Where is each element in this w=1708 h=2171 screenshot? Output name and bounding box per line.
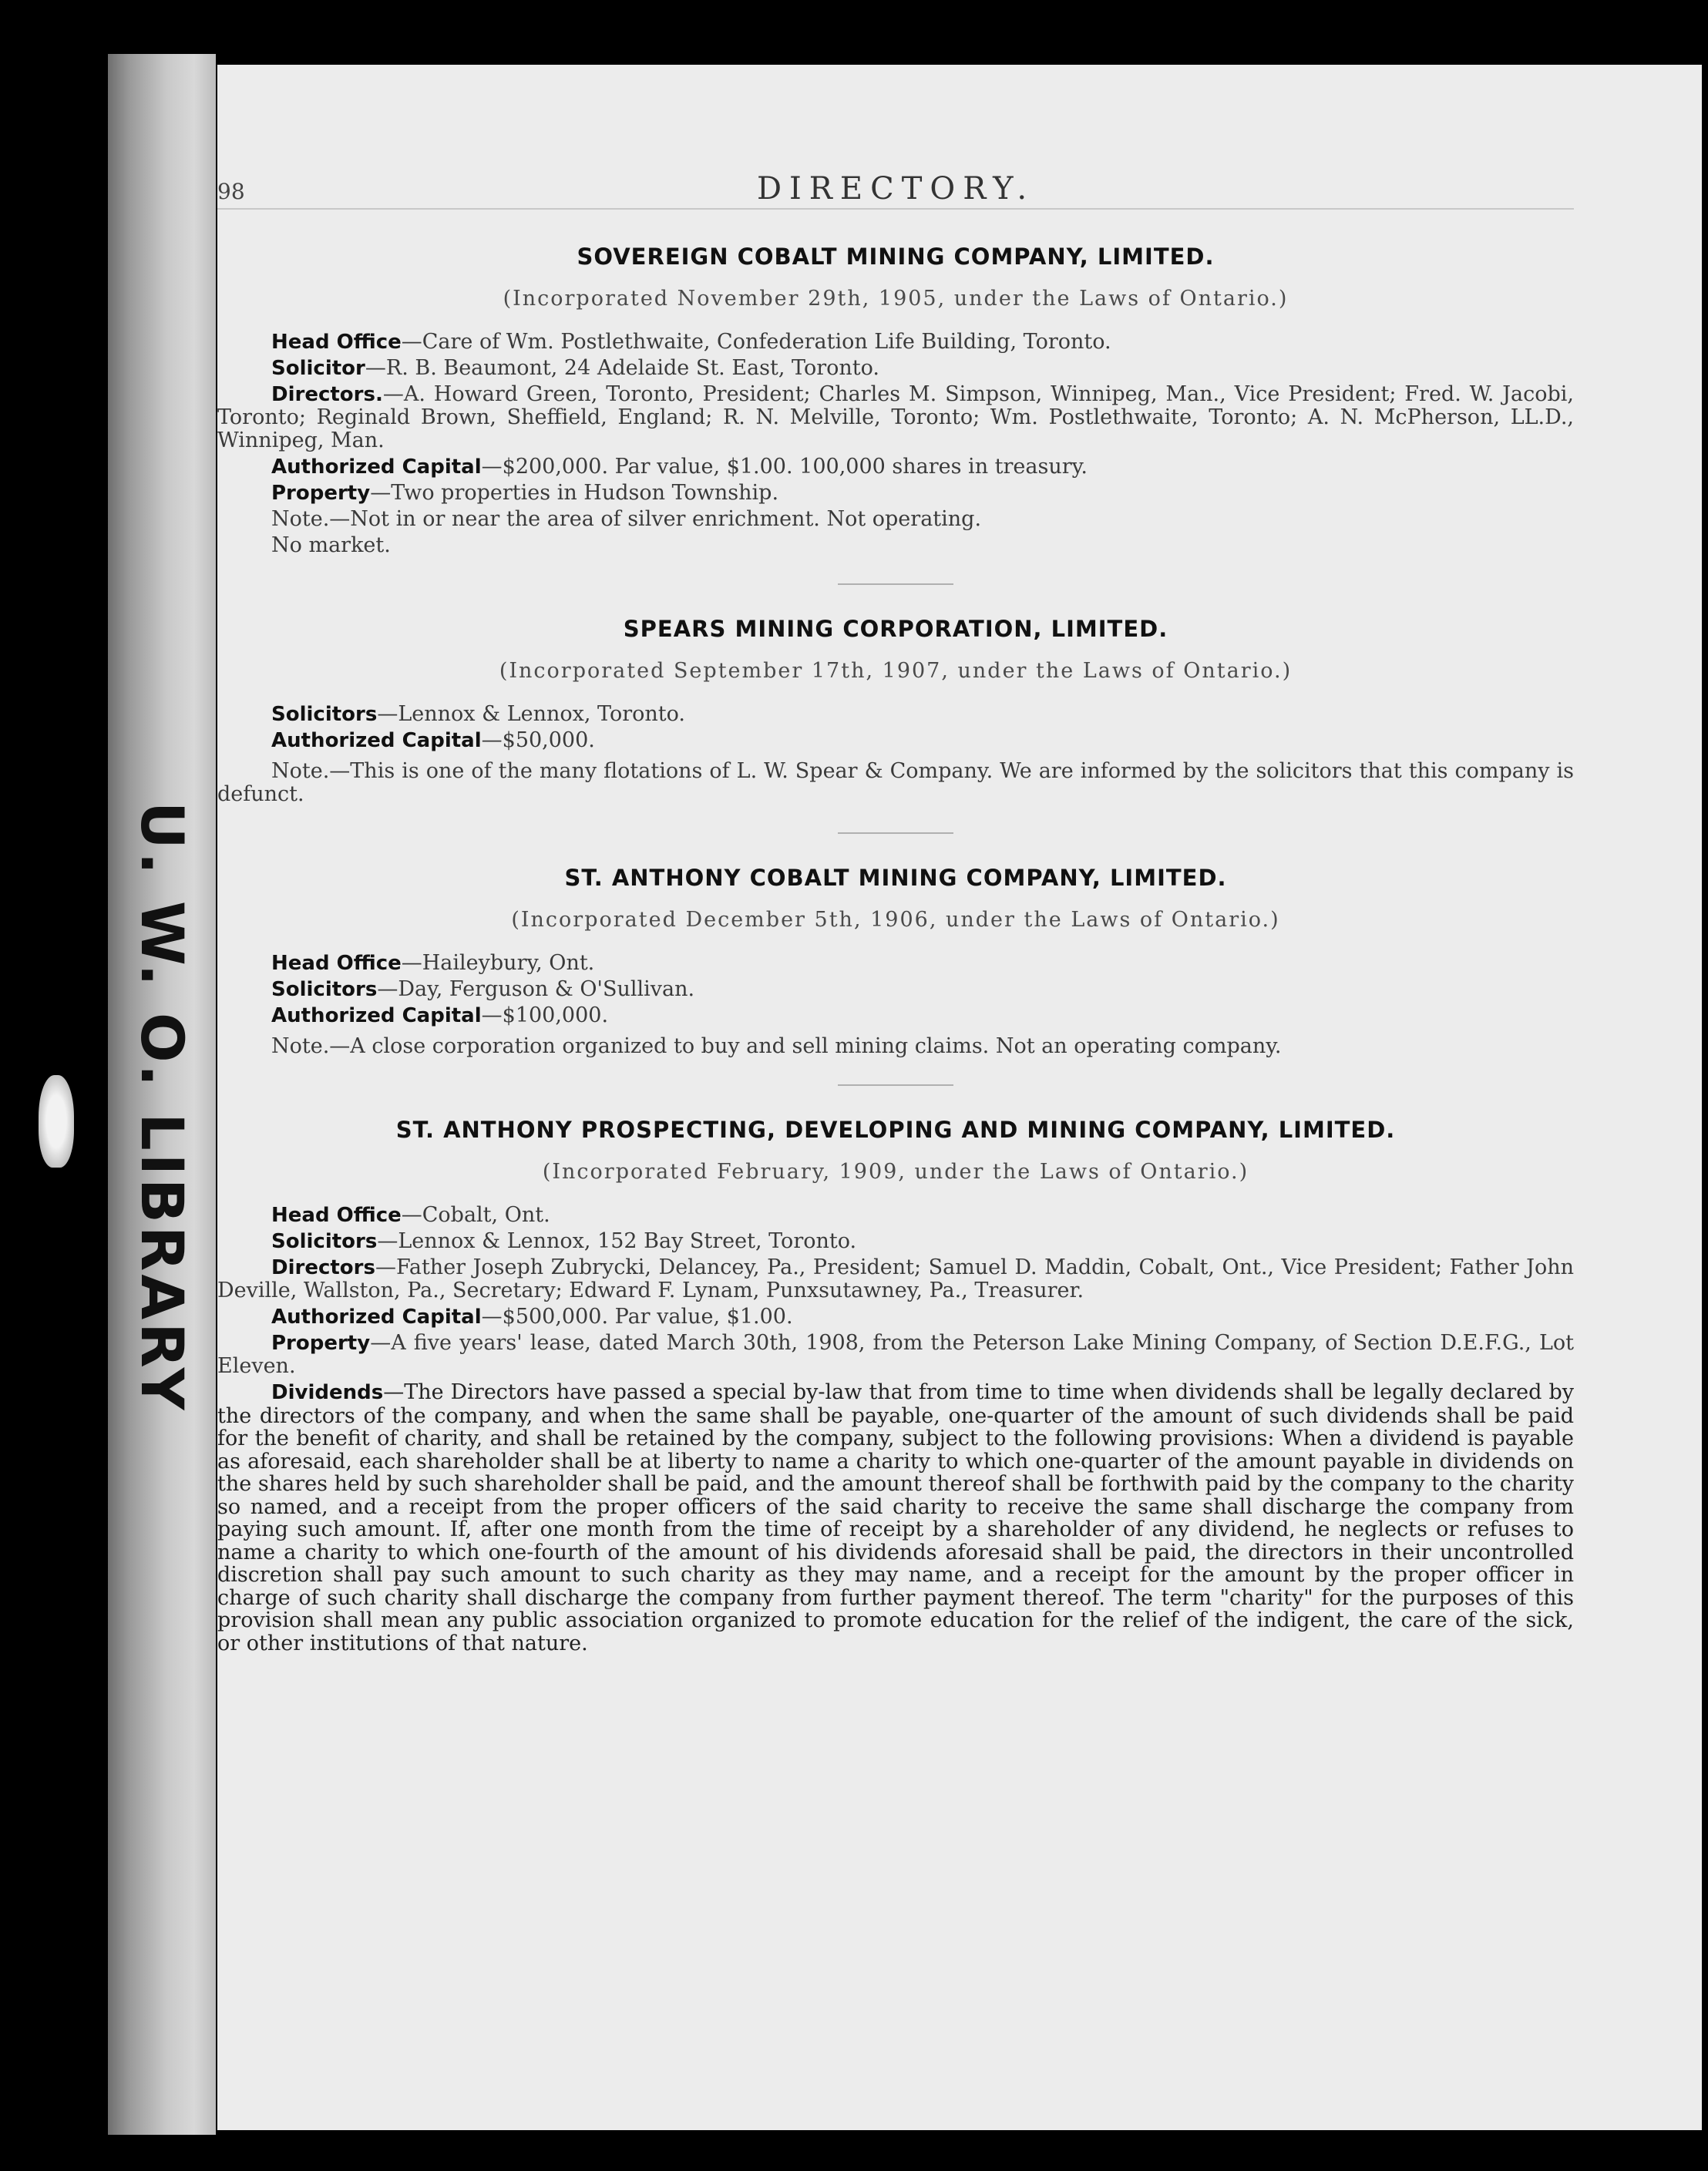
company-name: ST. ANTHONY COBALT MINING COMPANY, LIMITED. bbox=[564, 865, 1227, 891]
head-office-line bbox=[217, 1204, 1574, 1227]
solicitor-text: —R. B. Beaumont, 24 Adelaide St. East, Toronto. bbox=[365, 356, 879, 380]
note-text: Note.—A close corporation organized to buy and sell mining claims. Not an operating company. bbox=[271, 1034, 1282, 1058]
paper-tag bbox=[39, 1075, 74, 1168]
incorporation-note: (Incorporated February, 1909, under the Laws of Ontario.) bbox=[542, 1160, 1249, 1184]
solicitors-label: Solicitors bbox=[271, 978, 378, 1001]
incorporation-note: (Incorporated December 5th, 1906, under the Laws of Ontario.) bbox=[511, 908, 1280, 932]
dividends-line bbox=[217, 1381, 1574, 1655]
running-head bbox=[217, 162, 1574, 210]
solicitor-line bbox=[217, 357, 1574, 380]
solicitors-line bbox=[217, 978, 1574, 1001]
company-name: SPEARS MINING CORPORATION, LIMITED. bbox=[623, 616, 1168, 642]
dividends-text: —The Directors have passed a special by-law that from time to time when dividends shall be legally declared by the directors of the company, and when the same shall be payable, one-quarter of the amount of such dividends shall be paid for the benefit of charity, and shall be retained by the company, subject to the following provisions: When a dividend is payable as aforesaid, each shareholder shall be at liberty to name a charity to which one-quarter of the amount payable in dividends on the shares held by such shareholder shall be paid, and the amount thereof shall be forthwith paid by the company to the charity so named, and a receipt from the proper officers of the said charity to receive the same shall discharge the company from paying such amount. If, after one month from the time of receipt by a shareholder of any dividend, he neglects or refuses to name a charity to which one-fourth of the amount of his dividends aforesaid shall be paid, the directors in their uncontrolled discretion shall pay such amount to such charity as they may name, and a receipt for the amount by the proper officer in charge of such charity shall discharge the company from further payment thereof. The term "charity" for the purposes of this provision shall mean any public association organized to promote education for the relief of the indigent, the care of the sick, or other institutions of that nature. bbox=[217, 1380, 1574, 1655]
directors-line bbox=[217, 383, 1574, 452]
property-label: Property bbox=[271, 482, 371, 505]
page-content bbox=[217, 162, 1574, 1655]
solicitors-text: —Lennox & Lennox, 152 Bay Street, Toronto. bbox=[377, 1229, 857, 1253]
head-office-text: —Care of Wm. Postlethwaite, Confederation Life Building, Toronto. bbox=[401, 330, 1111, 354]
capital-text: —$50,000. bbox=[481, 728, 595, 752]
property-line bbox=[217, 1332, 1574, 1378]
capital-line bbox=[217, 729, 1574, 752]
capital-text: —$100,000. bbox=[481, 1003, 609, 1027]
incorporation-note: (Incorporated November 29th, 1905, under the Laws of Ontario.) bbox=[503, 287, 1289, 311]
note-text: Note.—This is one of the many flotations of L. W. Spear & Company. We are informed by the solicitors that this company is defunct. bbox=[217, 759, 1574, 806]
capital-label: Authorized Capital bbox=[271, 729, 482, 752]
solicitors-text: —Day, Ferguson & O'Sullivan. bbox=[377, 977, 695, 1001]
directors-text: —Father Joseph Zubrycki, Delancey, Pa., President; Samuel D. Maddin, Cobalt, Ont., Vice President; Father John Deville, Wallston, Pa., Secretary; Edward F. Lynam, Punxsutawney, Pa., Treasurer. bbox=[217, 1255, 1574, 1302]
head-office-label: Head Office bbox=[271, 952, 402, 975]
head-office-text: —Cobalt, Ont. bbox=[401, 1203, 550, 1227]
solicitors-label: Solicitors bbox=[271, 703, 378, 726]
solicitors-label: Solicitors bbox=[271, 1230, 378, 1253]
head-office-line bbox=[217, 331, 1574, 354]
property-label: Property bbox=[271, 1332, 371, 1355]
note-text: Note.—Not in or near the area of silver enrichment. Not operating. bbox=[271, 507, 982, 531]
capital-label: Authorized Capital bbox=[271, 1306, 482, 1329]
company-entry bbox=[217, 244, 1574, 585]
directors-label: Directors bbox=[271, 1256, 375, 1279]
company-entry bbox=[217, 865, 1574, 1086]
solicitors-line bbox=[217, 703, 1574, 726]
directors-line bbox=[217, 1256, 1574, 1302]
property-text: —A five years' lease, dated March 30th, 1908, from the Peterson Lake Mining Company, of Section D.E.F.G., Lot Eleven. bbox=[217, 1331, 1574, 1378]
property-line bbox=[217, 482, 1574, 505]
section-divider bbox=[838, 832, 953, 834]
capital-line bbox=[217, 455, 1574, 479]
capital-line bbox=[217, 1004, 1574, 1027]
market-text: No market. bbox=[271, 533, 391, 557]
directors-label: Directors. bbox=[271, 383, 383, 406]
section-divider bbox=[838, 1084, 953, 1086]
page-title: DIRECTORY. bbox=[756, 171, 1035, 207]
page-number: 98 bbox=[217, 179, 245, 204]
solicitor-label: Solicitor bbox=[271, 357, 365, 380]
capital-text: —$200,000. Par value, $1.00. 100,000 shares in treasury. bbox=[481, 455, 1088, 479]
company-name: SOVEREIGN COBALT MINING COMPANY, LIMITED. bbox=[577, 244, 1215, 270]
head-office-text: —Haileybury, Ont. bbox=[401, 951, 595, 975]
head-office-label: Head Office bbox=[271, 331, 402, 354]
incorporation-note: (Incorporated September 17th, 1907, under the Laws of Ontario.) bbox=[499, 659, 1293, 683]
directors-text: —A. Howard Green, Toronto, President; Charles M. Simpson, Winnipeg, Man., Vice President; Fred. W. Jacobi, Toronto; Reginald Brown, Sheffield, England; R. N. Melville, Toronto; Wm. Postlethwaite, Toronto; A. N. McPherson, LL.D., Winnipeg, Man. bbox=[217, 382, 1574, 452]
head-office-label: Head Office bbox=[271, 1204, 402, 1227]
library-stamp: U. W. O. LIBRARY bbox=[128, 802, 197, 1413]
solicitors-line bbox=[217, 1230, 1574, 1253]
dividends-block bbox=[217, 1381, 1574, 1655]
capital-label: Authorized Capital bbox=[271, 455, 482, 479]
solicitors-text: —Lennox & Lennox, Toronto. bbox=[377, 702, 685, 726]
capital-label: Authorized Capital bbox=[271, 1004, 482, 1027]
capital-line bbox=[217, 1306, 1574, 1329]
section-divider bbox=[838, 583, 953, 585]
capital-text: —$500,000. Par value, $1.00. bbox=[481, 1305, 793, 1329]
property-text: —Two properties in Hudson Township. bbox=[370, 481, 779, 505]
dividends-label: Dividends bbox=[271, 1381, 384, 1404]
company-entry bbox=[217, 616, 1574, 834]
company-name: ST. ANTHONY PROSPECTING, DEVELOPING AND MINING COMPANY, LIMITED. bbox=[395, 1117, 1396, 1143]
company-entry bbox=[217, 1117, 1574, 1655]
head-office-line bbox=[217, 952, 1574, 975]
